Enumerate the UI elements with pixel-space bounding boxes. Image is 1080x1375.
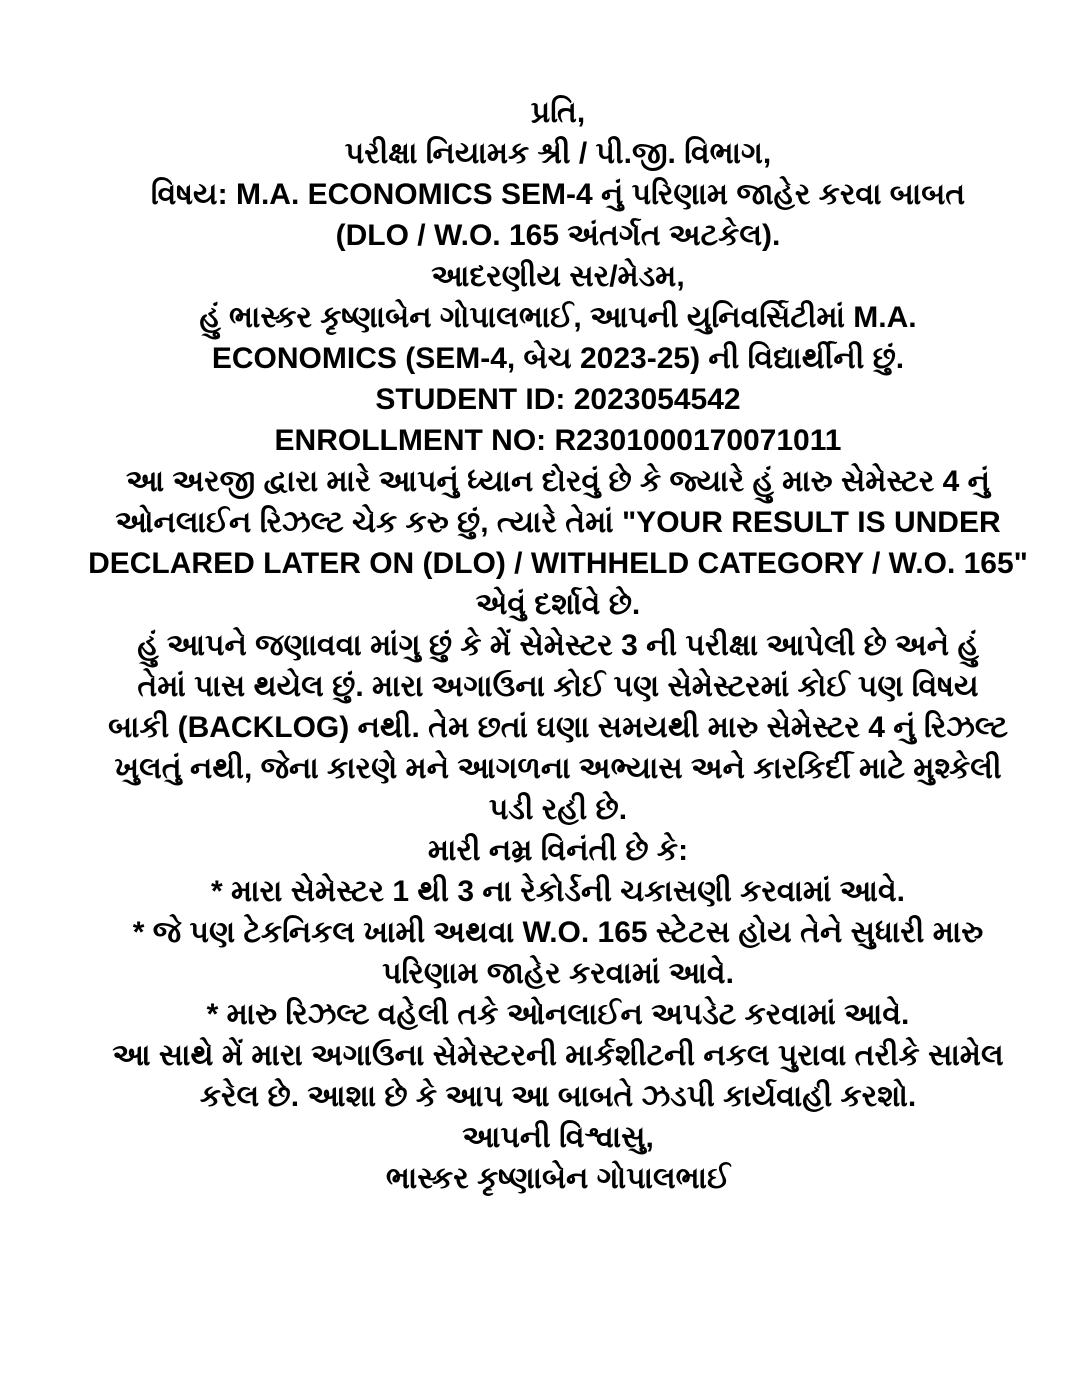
- recipient-opening-line: પ્રતિ,: [530, 96, 586, 129]
- issue-paragraph-line-1: આ અરજી દ્વારા મારે આપનું ધ્યાન દોરવું છે કે જ્યારે હું મારુ સેમેસ્ટર 4 નું: [126, 465, 990, 498]
- explanation-line-5: પડી રહી છે.: [488, 793, 628, 826]
- signature-name-line: ભાસ્કર કૃષ્ણાબેન ગોપાલભાઈ: [385, 1162, 731, 1195]
- issue-paragraph-line-3: DECLARED LATER ON (DLO) / WITHHELD CATEGORY / W.O. 165": [88, 547, 1028, 580]
- request-item-1: * મારા સેમેસ્ટર 1 થી 3 ના રેકોર્ડની ચકાસણી કરવામાં આવે.: [211, 875, 905, 908]
- request-item-2-line-1: * જે પણ ટેકનિકલ ખામી અથવા W.O. 165 સ્ટેટસ હોય તેને સુધારી મારુ: [132, 916, 984, 949]
- closing-line-1: આ સાથે મેં મારા અગાઉના સેમેસ્ટરની માર્કશીટની નકલ પુરાવા તરીકે સામેલ: [112, 1039, 1004, 1072]
- issue-paragraph-line-4: એવું દર્શાવે છે.: [475, 588, 641, 621]
- closing-line-2: કરેલ છે. આશા છે કે આપ આ બાબતે ઝડપી કાર્યવાહી કરશો.: [199, 1080, 917, 1113]
- recipient-line: પરીક્ષા નિયામક શ્રી / પી.જી. વિભાગ,: [344, 137, 772, 170]
- signature-closing-line: આપની વિશ્વાસુ,: [462, 1121, 654, 1154]
- request-item-3: * મારુ રિઝલ્ટ વહેલી તકે ઓનલાઈન અપડેટ કરવામાં આવે.: [206, 998, 910, 1031]
- intro-line-2: ECONOMICS (SEM-4, બેચ 2023-25) ની વિદ્યાર્થીની છું.: [211, 342, 905, 375]
- request-item-2-line-2: પરિણામ જાહેર કરવામાં આવે.: [382, 957, 734, 990]
- enrollment-no-line: ENROLLMENT NO: R2301000170071011: [274, 424, 842, 457]
- explanation-line-2: તેમાં પાસ થયેલ છું. મારા અગાઉના કોઈ પણ સેમેસ્ટરમાં કોઈ પણ વિષય: [137, 670, 979, 703]
- intro-line-1: હું ભાસ્કર કૃષ્ણાબેન ગોપાલભાઈ, આપની યુનિવર્સિટીમાં M.A.: [199, 301, 917, 334]
- subject-line-1: વિષય: M.A. ECONOMICS SEM-4 નું પરિણામ જાહેર કરવા બાબત: [150, 178, 966, 211]
- salutation-line: આદરણીય સર/મેડમ,: [431, 260, 685, 293]
- explanation-line-3: બાકી (BACKLOG) નથી. તેમ છતાં ઘણા સમયથી મારુ સેમેસ્ટર 4 નું રિઝલ્ટ: [108, 711, 1008, 744]
- student-id-line: STUDENT ID: 2023054542: [375, 383, 741, 416]
- request-intro-line: મારી નમ્ર વિનંતી છે કે:: [427, 834, 689, 867]
- explanation-line-1: હું આપને જણાવવા માંગુ છું કે મેં સેમેસ્ટર 3 ની પરીક્ષા આપેલી છે અને હું: [137, 629, 979, 662]
- explanation-line-4: ખુલતું નથી, જેના કારણે મને આગળના અભ્યાસ અને કારકિર્દી માટે મુશ્કેલી: [114, 752, 1002, 785]
- issue-paragraph-line-2: ઓનલાઈન રિઝલ્ટ ચેક કરુ છું, ત્યારે તેમાં "YOUR RESULT IS UNDER: [115, 506, 1001, 539]
- subject-line-2: (DLO / W.O. 165 અંતર્ગત અટકેલ).: [335, 219, 781, 252]
